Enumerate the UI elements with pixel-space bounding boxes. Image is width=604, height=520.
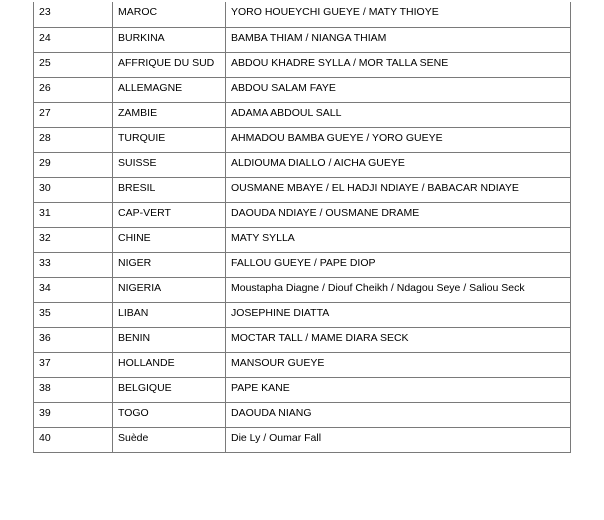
names-cell: JOSEPHINE DIATTA [226,302,571,327]
country-cell: HOLLANDE [113,352,226,377]
country-cell: CHINE [113,227,226,252]
row-number: 23 [34,2,113,27]
table-row [34,127,571,152]
names-cell: DAOUDA NDIAYE / OUSMANE DRAME [226,202,571,227]
country-cell: TURQUIE [113,127,226,152]
country-cell: BRESIL [113,177,226,202]
table-row [34,202,571,227]
names-cell: ABDOU SALAM FAYE [226,77,571,102]
names-cell: YORO HOUEYCHI GUEYE / MATY THIOYE [226,2,571,27]
names-cell: ADAMA ABDOUL SALL [226,102,571,127]
table-row [34,277,571,302]
names-cell: MATY SYLLA [226,227,571,252]
table-row [34,27,571,52]
country-cell: MAROC [113,2,226,27]
table-row [34,252,571,277]
country-cell: Suède [113,427,226,452]
names-cell: MANSOUR GUEYE [226,352,571,377]
country-cell: ALLEMAGNE [113,77,226,102]
row-number: 37 [34,352,113,377]
row-number: 24 [34,27,113,52]
country-cell: LIBAN [113,302,226,327]
table-row [34,177,571,202]
table-row [34,352,571,377]
country-cell: BURKINA [113,27,226,52]
row-number: 28 [34,127,113,152]
table-row [34,327,571,352]
row-number: 26 [34,77,113,102]
country-cell: NIGER [113,252,226,277]
row-number: 29 [34,152,113,177]
row-number: 30 [34,177,113,202]
row-number: 39 [34,402,113,427]
row-number: 27 [34,102,113,127]
country-cell: ZAMBIE [113,102,226,127]
country-cell: NIGERIA [113,277,226,302]
country-cell: CAP-VERT [113,202,226,227]
table-row [34,427,571,452]
names-cell: FALLOU GUEYE / PAPE DIOP [226,252,571,277]
row-number: 31 [34,202,113,227]
names-cell: OUSMANE MBAYE / EL HADJI NDIAYE / BABACAR NDIAYE [226,177,571,202]
names-cell: BAMBA THIAM / NIANGA THIAM [226,27,571,52]
names-cell: ALDIOUMA DIALLO / AICHA GUEYE [226,152,571,177]
names-cell: Die Ly / Oumar Fall [226,427,571,452]
row-number: 33 [34,252,113,277]
table-row [34,77,571,102]
table-row [34,2,571,27]
row-number: 40 [34,427,113,452]
row-number: 35 [34,302,113,327]
assignments-table-body [34,2,571,452]
country-cell: SUISSE [113,152,226,177]
names-cell: Moustapha Diagne / Diouf Cheikh / Ndagou Seye / Saliou Seck [226,277,571,302]
assignments-table [33,2,571,453]
row-number: 36 [34,327,113,352]
country-cell: BELGIQUE [113,377,226,402]
country-cell: TOGO [113,402,226,427]
names-cell: ABDOU KHADRE SYLLA / MOR TALLA SENE [226,52,571,77]
names-cell: MOCTAR TALL / MAME DIARA SECK [226,327,571,352]
table-row [34,302,571,327]
row-number: 34 [34,277,113,302]
row-number: 25 [34,52,113,77]
row-number: 32 [34,227,113,252]
table-row [34,102,571,127]
names-cell: PAPE KANE [226,377,571,402]
table-row [34,227,571,252]
table-row [34,52,571,77]
table-row [34,152,571,177]
row-number: 38 [34,377,113,402]
table-row [34,402,571,427]
names-cell: AHMADOU BAMBA GUEYE / YORO GUEYE [226,127,571,152]
country-cell: AFFRIQUE DU SUD [113,52,226,77]
table-row [34,377,571,402]
country-cell: BENIN [113,327,226,352]
names-cell: DAOUDA NIANG [226,402,571,427]
